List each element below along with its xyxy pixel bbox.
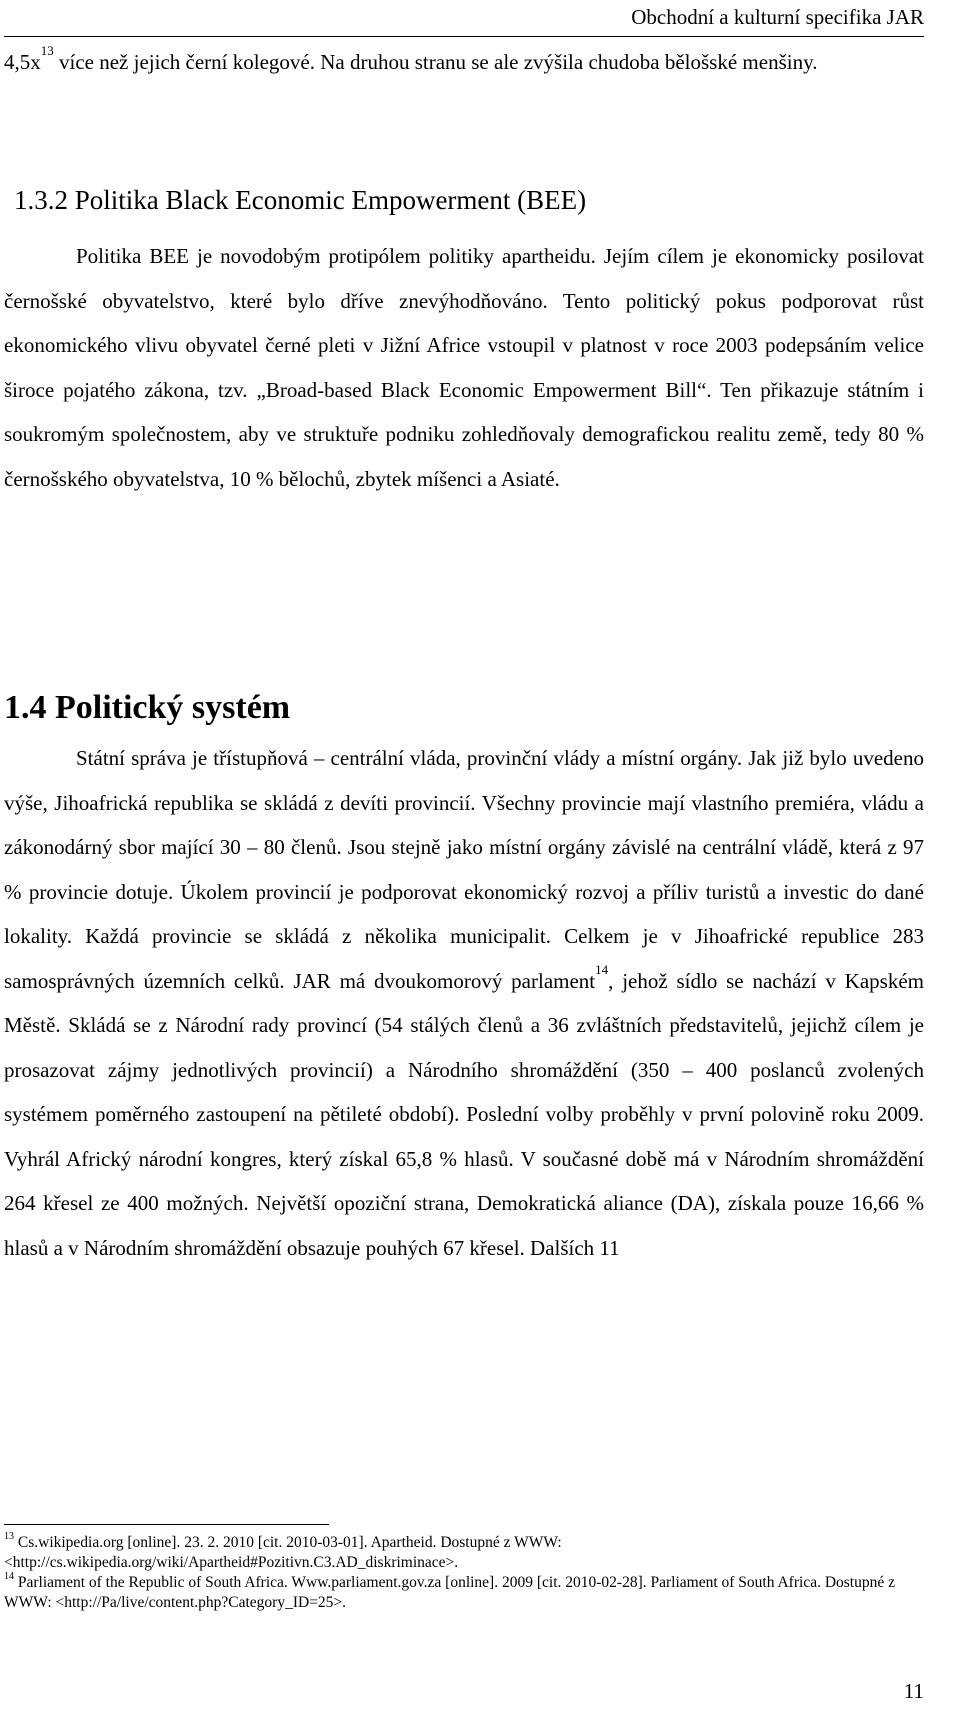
footnote-text: Parliament of the Republic of South Africa. Www.parliament.gov.za [online]. 2009 [cit. 2010-02-28]. Parliament of South Africa. Dostupné z WWW: <http://Pa/live/content.php?Category_ID=25>. bbox=[4, 1574, 895, 1611]
footnote-separator bbox=[4, 1524, 329, 1525]
footnote-13 bbox=[4, 1533, 924, 1573]
section-heading-1-4 bbox=[4, 686, 290, 730]
intro-paragraph bbox=[4, 40, 924, 85]
politics-paragraph bbox=[4, 736, 924, 1270]
politics-paragraph-block bbox=[4, 736, 924, 1270]
footnote-text: Cs.wikipedia.org [online]. 23. 2. 2010 [cit. 2010-03-01]. Apartheid. Dostupné z WWW: <http://cs.wikipedia.org/wiki/Apartheid#Pozitivn.C3.AD_diskriminace>. bbox=[4, 1534, 562, 1571]
section-title: Politika Black Economic Empowerment (BEE) bbox=[74, 185, 587, 215]
intro-text-end: více než jejich černí kolegové. Na druhou stranu se ale zvýšila chudoba bělošské menšiny. bbox=[53, 50, 818, 74]
footnotes bbox=[4, 1533, 924, 1613]
section-number: 1.3.2 bbox=[14, 185, 68, 215]
footnote-ref-14: 14 bbox=[595, 961, 609, 977]
bee-paragraph-block bbox=[4, 234, 924, 501]
footnote-ref-13: 13 bbox=[40, 43, 54, 58]
politics-text-start: Státní správa je třístupňová – centrální vláda, provinční vlády a místní orgány. Jak již bylo uvedeno výše, Jihoafrická republika se skládá z devíti provincií. Všechny provincie mají vlastního premiéra, vládu a zákonodárný sbor mající 30 – 80 členů. Jsou stejně jako místní orgány závislé na centrální vládě, která z 97 % provincie dotuje. Úkolem provincií je podporovat ekonomický rozvoj a příliv turistů a investic do dané lokality. Každá provincie se skládá z několika municipalit. Celkem je v Jihoafrické republice 283 samosprávných územních celků. JAR má dvoukomorový parlament bbox=[4, 746, 924, 993]
page-number: 11 bbox=[903, 1679, 924, 1703]
politics-text-end: , jehož sídlo se nachází v Kapském Městě. Skládá se z Národní rady provincí (54 stálých členů a 36 zvláštních představitelů, jejichž cílem je prosazovat zájmy jednotlivých provincií) a Národního shromáždění (350 – 400 poslanců zvolených systémem poměrného zastoupení na pětileté období). Poslední volby proběhly v první polovině roku 2009. Vyhrál Africký národní kongres, který získal 65,8 % hlasů. V současné době má v Národním shromáždění 264 křesel ze 400 možných. Největší opoziční strana, Demokratická aliance (DA), získala pouze 16,66 % hlasů a v Národním shromáždění obsazuje pouhých 67 křesel. Dalších 11 bbox=[4, 968, 924, 1260]
header-rule bbox=[4, 36, 924, 37]
footnote-number: 13 bbox=[4, 1531, 14, 1542]
intro-text-start: 4,5x bbox=[4, 50, 41, 74]
section-number: 1.4 bbox=[4, 689, 47, 726]
bee-paragraph: Politika BEE je novodobým protipólem politiky apartheidu. Jejím cílem je ekonomicky posilovat černošské obyvatelstvo, které bylo dříve znevýhodňováno. Tento politický pokus podporovat růst ekonomického vlivu obyvatel černé pleti v Jižní Africe vstoupil v platnost v roce 2003 podepsáním velice široce pojatého zákona, tzv. „Broad-based Black Economic Empowerment Bill“. Ten přikazuje státním i soukromým společnostem, aby ve struktuře podniku zohledňovaly demografickou realitu země, tedy 80 % černošského obyvatelstva, 10 % bělochů, zbytek míšenci a Asiaté. bbox=[4, 244, 924, 491]
section-title: Politický systém bbox=[55, 689, 291, 726]
running-header: Obchodní a kulturní specifika JAR bbox=[631, 5, 924, 29]
section-heading-1-3-2 bbox=[14, 182, 586, 218]
footnote-14 bbox=[4, 1573, 924, 1613]
footnote-number: 14 bbox=[4, 1571, 14, 1582]
